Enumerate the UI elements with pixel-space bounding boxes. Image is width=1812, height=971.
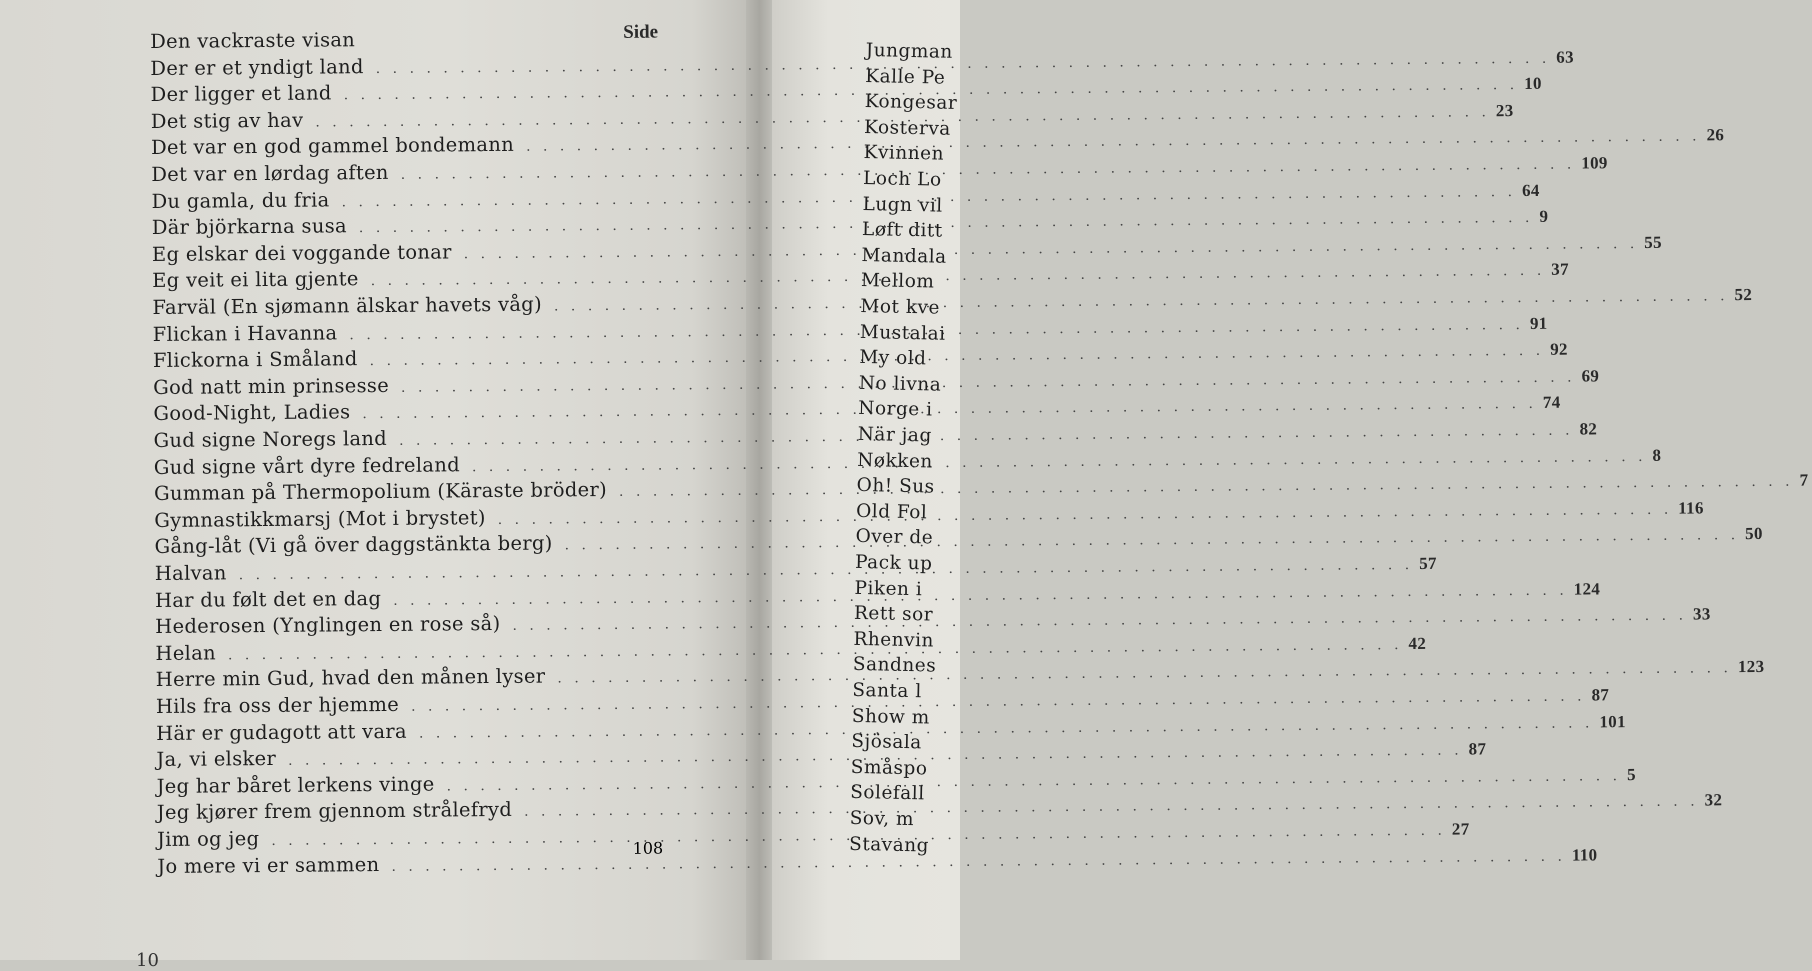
page-number: 123 [1737, 657, 1765, 677]
page-number: 69 [1581, 366, 1600, 386]
song-title: Eg veit ei lita gjente [152, 267, 359, 293]
page-number: 32 [1704, 790, 1723, 810]
song-title: Har du følt det en dag [154, 586, 382, 612]
page-number: 92 [1550, 339, 1568, 359]
index-entry-partial: Loch Lo [862, 167, 942, 191]
index-entry-partial: Småspo [850, 756, 928, 780]
page-number: 37 [1551, 260, 1569, 280]
page-number: 87 [1591, 685, 1610, 705]
side-column-header: Side [623, 21, 659, 43]
index-entry-partial: Oh! Sus [856, 475, 935, 498]
song-title: Den vackraste visan [150, 28, 356, 53]
index-entry-partial: Mellom [860, 270, 935, 293]
page-number: 7 [1799, 470, 1809, 490]
dot-leader [399, 422, 1574, 450]
page-number: 5 [1626, 764, 1636, 784]
page-number: 50 [1745, 524, 1763, 544]
index-entry-partial: Nøkken [856, 449, 934, 473]
dot-leader [401, 156, 1576, 184]
index-entry-partial: Mustalai [859, 321, 946, 345]
song-title: Du gamla, du fria [151, 188, 330, 213]
song-title: Gymnastikkmarsj (Mot i brystet) [154, 505, 486, 532]
dot-leader [401, 368, 1576, 396]
index-entry-partial: Santa l [852, 679, 922, 703]
song-title: Jo mere vi er sammen [157, 852, 380, 878]
index-entry-partial: Mot kve [860, 295, 941, 319]
index-entry-partial: Mandala [861, 244, 947, 268]
index-entry-partial: Old Fol [855, 500, 928, 524]
index-entry-partial: Kvinnen [863, 142, 945, 166]
dot-leader [464, 235, 1639, 263]
song-title: Der er et yndigt land [150, 54, 364, 80]
index-entry-partial: Kalle Pe [865, 65, 946, 89]
dot-leader [411, 687, 1586, 715]
index-entry-partial: När jag [857, 423, 933, 447]
index-entry-partial: Løft ditt [861, 219, 943, 242]
index-entry-partial: Rhenvin [853, 628, 935, 652]
index-entry [150, 26, 658, 56]
index-entry-partial: Show m [851, 705, 931, 729]
index-entry-partial: Solefall [850, 782, 925, 805]
page-number: 108 [632, 838, 664, 859]
index-entry-partial: Piken i [854, 577, 923, 600]
song-title: Herre min Gud, hvad den månen lyser [155, 664, 546, 692]
song-title: Det stig av hav [150, 108, 304, 133]
page-number: 87 [1468, 739, 1487, 759]
page-number: 9 [1539, 206, 1549, 227]
index-entry-partial: Lugn vil [862, 193, 943, 217]
song-title: Jim og jeg [156, 827, 260, 851]
page-number: 33 [1692, 604, 1711, 624]
page-number: 109 [1581, 153, 1608, 173]
page-number: 42 [1408, 633, 1427, 653]
page-number: 57 [1419, 553, 1437, 573]
song-title: Gud signe Noregs land [153, 426, 388, 452]
dot-leader [391, 847, 1566, 875]
song-title: Det var en god gammel bondemann [150, 133, 515, 160]
index-entry-partial: Norge i [858, 398, 933, 421]
page-number-fragment: 10 [136, 950, 159, 971]
song-title: God natt min prinsesse [153, 373, 390, 399]
index-entry-partial: Over de [855, 526, 934, 549]
page-number: 52 [1734, 285, 1753, 305]
page-number: 91 [1529, 313, 1548, 333]
index-entry-partial: No livna [858, 372, 942, 396]
song-title: Det var en lørdag aften [151, 160, 389, 186]
page-number: 74 [1542, 393, 1561, 413]
song-title: Der ligger et land [150, 81, 332, 107]
song-title: Hils fra oss der hjemme [155, 692, 400, 718]
song-title: Hederosen (Ynglingen en rose så) [155, 612, 501, 639]
dot-leader [419, 714, 1594, 742]
song-title: Ja, vi elsker [156, 747, 277, 772]
page-number: 124 [1573, 578, 1601, 599]
index-entry-partial: Sandnes [852, 654, 937, 677]
song-title: Där björkarna susa [151, 214, 347, 240]
song-title: Flickorna i Småland [152, 347, 358, 373]
song-title: Jeg kjører frem gjennom strålefryd [156, 798, 513, 825]
page-number: 101 [1599, 711, 1626, 731]
dot-leader [472, 448, 1647, 476]
index-entry-partial: Jungman [865, 40, 954, 63]
dot-leader [393, 581, 1568, 609]
index-entry-partial: Stavang [848, 833, 930, 857]
page-number: 63 [1556, 47, 1574, 67]
index-entry-partial: Pack up [854, 551, 933, 575]
index-entry-partial: Kosterva [863, 116, 952, 140]
page-number: 27 [1451, 819, 1470, 839]
song-title: Eg elskar dei voggande tonar [151, 240, 452, 266]
dot-leader [376, 49, 1551, 77]
dot-leader [446, 767, 1621, 795]
song-title: Gång-låt (Vi gå över daggstänkta berg) [154, 531, 553, 559]
page-number: 23 [1495, 100, 1514, 121]
song-title: Helan [155, 641, 217, 665]
page-number: 55 [1644, 232, 1662, 252]
song-title: Farväl (En sjømann älskar havets våg) [152, 292, 543, 319]
song-title: Gud signe vårt dyre fedreland [153, 452, 461, 479]
index-entry-partial: Kongesar [864, 91, 958, 115]
song-title: Gumman på Thermopolium (Käraste bröder) [153, 478, 608, 506]
song-title: Här er gudagott att vara [156, 719, 408, 745]
song-title: Good-Night, Ladies [153, 400, 351, 426]
page-number: 116 [1678, 498, 1704, 518]
index-entry-partial: My old [859, 347, 927, 370]
page-number: 26 [1706, 125, 1725, 145]
page-number: 8 [1652, 445, 1662, 465]
index-entry-partial: Rett sor [853, 603, 934, 626]
page-number: 110 [1571, 844, 1598, 865]
song-title: Halvan [154, 561, 227, 585]
page-number: 82 [1579, 419, 1598, 439]
song-title: Jeg har båret lerkens vinge [156, 772, 435, 798]
index-entry-partial: Sov, m [849, 807, 915, 831]
song-title: Flickan i Havanna [152, 320, 338, 346]
index-entry-partial: Sjösala [851, 731, 923, 754]
page-number: 64 [1521, 180, 1540, 200]
page-number: 10 [1524, 74, 1542, 94]
